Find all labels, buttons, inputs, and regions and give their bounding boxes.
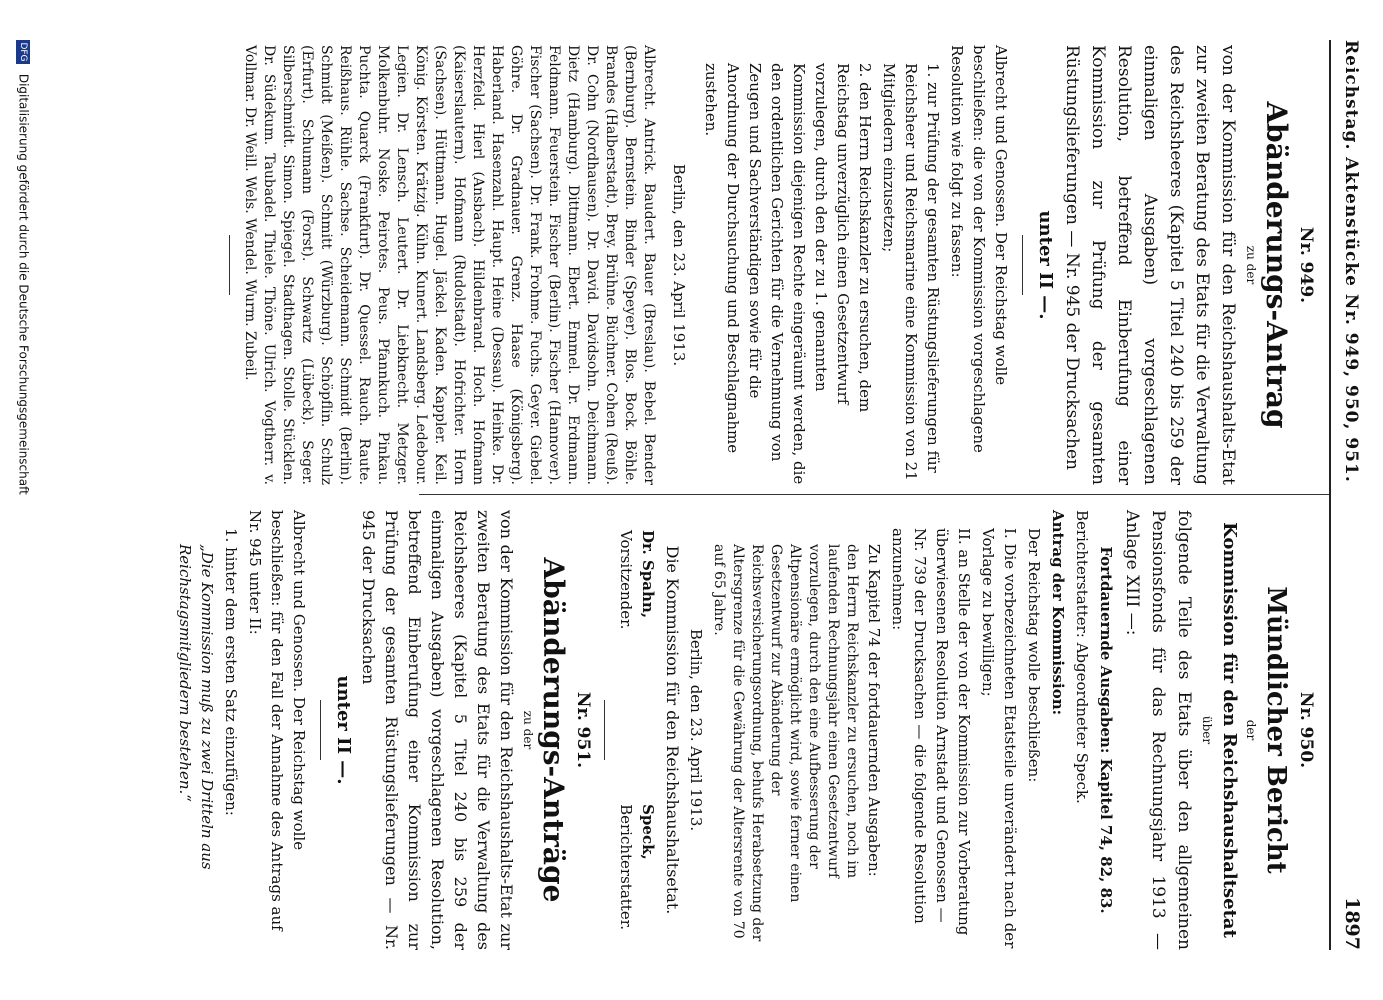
doc-body: folgende Teile des Etats über den allgemeinen Pensionsfonds für das Rechnungsjahr 1913 — Anlage XIII —:: [1122, 510, 1194, 950]
chair-role: Vorsitzender.: [617, 530, 635, 630]
doc-body: von der Kommission für den Reichshaushalts-Etat zur zweiten Beratung des Etats für die Verwaltung des Reichsheeres (Kapitel 5 Titel 240 bis 259 der einmaligen Ausgaben) vorgeschlagenen Resolution, betreffend Einberufung einer Kommission zur Prüfung der gesamten Rüstungslieferungen — Nr. 945 der Drucksachen: [1062, 45, 1238, 485]
doc-number: Nr. 949.: [1296, 226, 1316, 304]
motion-quote: „Die Kommission muß zu zwei Dritteln aus Reichstagsmitgliedern bestehen.“: [176, 544, 216, 870]
chair-name: Dr. Spahn,: [639, 530, 657, 619]
running-title: Reichstag. Aktenstücke Nr. 949, 950, 951.: [1341, 40, 1361, 483]
doc-unter: unter II —.: [333, 675, 354, 785]
motion-intro: Albrecht und Genossen. Der Reichstag wolle beschließen: für den Fall der Annahme des Antrags auf Nr. 945 unter II:: [246, 510, 308, 931]
separator: [604, 700, 605, 760]
dfg-logo: DFG: [17, 40, 31, 64]
antrag-label: Antrag der Kommission:: [1049, 510, 1067, 716]
doc-subtitle: Kommission für den Reichshaushaltsetat: [1219, 522, 1240, 938]
resolution-text: den Herrn Reichskanzler zu ersuchen, noch im laufenden Rechnungsjahr einen Gesetzentwurf vorzulegen, durch den eine Aufbesserung der Altpensionäre ermöglicht wird, sowie ferner einen Gesetzentwurf zur Abänderung der Reichsversicherungsordnung, behufs Herabsetzung der Altersgrenze für die Gewährung der Altersrente von 70 auf 65 Jahre.: [711, 544, 860, 942]
doc-950-951: [172, 510, 1319, 950]
zu-kapitel: Zu Kapitel 74 der fortdauernden Ausgaben:: [865, 544, 883, 877]
zu-der: zu der: [521, 710, 535, 750]
separator: [1022, 235, 1023, 295]
motion-item-1: 1. zur Prüfung der gesamten Rüstungslieferungen für Reichsheer und Reichsmarine eine Kommission von 21 Mitgliedern einzusetzen;: [880, 63, 942, 481]
committee: Die Kommission für den Reichshaushaltsetat.: [663, 545, 682, 915]
header-rule: [1329, 40, 1331, 950]
motion-item-1: 1. hinter dem ersten Satz einzufügen:: [222, 528, 240, 816]
doc-date: Berlin, den 23. April 1913.: [670, 163, 688, 367]
doc-title: Mündlicher Bericht: [1261, 586, 1291, 874]
funding-notice: [9, 40, 31, 980]
funding-text: Digitalisierung gefördert durch die Deutsche Forschungsgemeinschaft: [16, 73, 31, 495]
doc-title: Abänderungs-Anträge: [537, 557, 570, 903]
antrag-item-2: II. an Stelle der von der Kommission zur Vorberatung überwiesenen Resolution Arnstadt und Genossen — Nr. 739 der Drucksachen — die folgende Resolution anzunehmen:: [889, 528, 973, 936]
motion-intro: Albrecht und Genossen. Der Reichstag wolle beschließen: die von der Kommission vorgeschlagene Resolution wie folgt zu fassen:: [948, 45, 1010, 453]
doc-unter: unter II —.: [1035, 210, 1056, 320]
der: der: [1244, 719, 1258, 741]
doc-949: [219, 45, 1319, 485]
doc-date: Berlin, den 23. April 1913.: [687, 628, 705, 832]
page-number: 1897: [1341, 897, 1363, 950]
separator: [320, 700, 321, 760]
chair-signature: [615, 530, 659, 629]
antrag-item-1: I. Die vorbezeichneten Etatsteile unverändert nach der Vorlage zu bewilligen;: [979, 528, 1019, 949]
doc-body: von der Kommission für den Reichshaushalts-Etat zur zweiten Beratung des Etats für die Verwaltung des Reichsheeres (Kapitel 5 Titel 240 bis 259 der einmaligen Ausgaben) vorgeschlagenen Resolution, betreffend Einberufung einer Kommission zur Prüfung der gesamten Rüstungslieferungen — Nr. 945 der Drucksachen: [359, 510, 516, 950]
motion-item-2: 2. den Herrn Reichskanzler zu ersuchen, dem Reichstag unverzüglich einen Gesetzentwurf vorzulegen, durch den der zu 1. genannten Kommission diejenigen Rechte eingeräumt werden, die den ordentlichen Gerichten für die Vernehmung von Zeugen und Sachverständigen sowie für die Anordnung der Durchsuchung und Beschlagnahme zustehen.: [702, 63, 874, 485]
reporter-role: Berichterstatter.: [617, 804, 635, 930]
reporter: Berichterstatter: Abgeordneter Speck.: [1073, 510, 1091, 804]
separator: [229, 235, 230, 295]
reporter-signature: [615, 804, 659, 930]
signatures: [615, 510, 659, 950]
ueber: über: [1200, 715, 1214, 745]
chapters: Fortdauernde Ausgaben: Kapitel 74, 82, 83.: [1097, 546, 1115, 914]
signatories: Albrecht. Antrick. Baudert. Bauer (Breslau). Bebel. Bender (Bernburg). Bernstein. Binder (Speyer). Blos. Bock. Böhle. Brandes (Halberstadt). Brey. Brühne. Büchner. Cohen (Reuß). Dr. Cohn (Nordhausen). Dr. David. Davidsohn. Deichmann. Dietz (Hamburg). Dittmann. Ebert. Emmel. Dr. Erdmann. Feldmann. Feuerstein. Fischer (Berlin). Fischer (Hannover). Fischer (Sachsen). Dr. Frank. Frohme. Fuchs. Geyer. Giebel. Göhre. Dr. Gradnauer. Grenz. Haase (Königsberg). Haberland. Hasenzahl. Haupt. Heine (Dessau). Heinke. Dr. Herzfeld. Hierl (Ansbach). Hildenbrand. Hoch. Hofmann (Kaiserslautern). Hofmann (Rudolstadt). Hofrichter. Horn (Sachsen). Hüttmann. Hugel. Jäckel. Kaden. Kappler. Keil. König. Körsten. Krätzig. Kühn. Kunert. Landsberg. Ledebour. Legien. Dr. Lensch. Leutert. Dr. Liebknecht. Metzger. Molkenbuhr. Noske. Peirotes. Peus. Pfannkuch. Pinkau. Puchta. Quarck (Frankfurt). Dr. Quessel. Rauch. Raute. Reißhaus. Rühle. Sachse. Scheidemann. Schmidt (Berlin). Schmidt (Meißen). Schmitt (Würzburg). Schöpflin. Schulz (Erfurt). Schumann (Forst). Schwartz (Lübeck). Seger. Silberschmidt. Simon. Spiegel. Stadthagen. Stolle. Stücklen. Dr. Südekum. Taubadel. Thiele. Thöne. Ulrich. Vogtherr. v. Vollmar. Dr. Weill. Wels. Wendel. Wurm. Zubeil.: [242, 45, 657, 485]
doc-number: Nr. 951.: [573, 691, 593, 769]
doc-title: Abänderungs-Antrag: [1260, 101, 1293, 429]
antrag-intro: Der Reichstag wolle beschließen:: [1025, 528, 1043, 783]
zu-der: zu der: [1244, 245, 1258, 285]
reporter-name: Speck,: [639, 804, 657, 860]
doc-number: Nr. 950.: [1296, 691, 1316, 769]
running-header: [1335, 40, 1365, 950]
column-divider: [419, 494, 1329, 495]
